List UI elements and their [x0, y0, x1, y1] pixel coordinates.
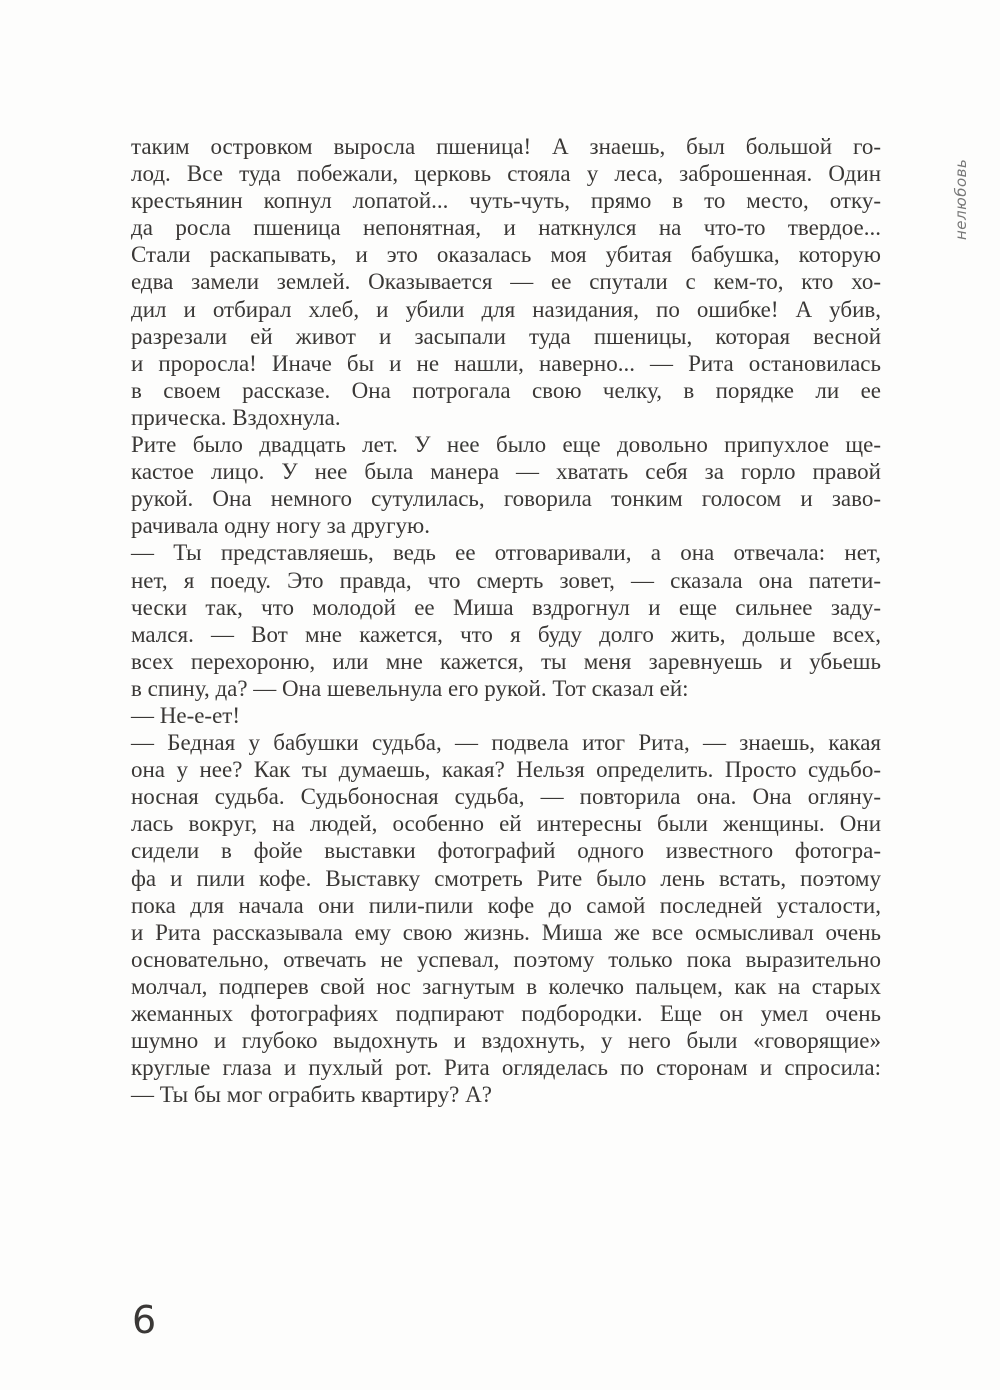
text-line: — Ты представляешь, ведь ее отговаривали, а она отвечала: нет, — [131, 540, 881, 566]
page-number: 6 — [132, 1298, 157, 1342]
text-line: в спину, да? — Она шевельнула его рукой. Тот сказал ей: — [131, 675, 689, 701]
text-line: дил и отбирал хлеб, и убили для назидания, по ошибке! А убив, — [131, 296, 881, 322]
text-line: да росла пшеница непонятная, и наткнулся на что-то твердое... — [131, 215, 881, 241]
text-line: сидели в фойе выставки фотографий одного известного фотогра- — [131, 838, 881, 864]
text-line: мался. — Вот мне кажется, что я буду долго жить, дольше всех, — [131, 621, 881, 647]
text-line: и проросла! Иначе бы и не нашли, наверно... — Рита остановилась — [131, 350, 881, 376]
text-line: — Ты бы мог ограбить квартиру? А? — [131, 1082, 492, 1108]
text-line: Рите было двадцать лет. У нее было еще довольно припухлое ще- — [131, 432, 881, 458]
text-line: кастое лицо. У нее была манера — хватать себя за горло правой — [131, 459, 881, 485]
text-line: лась вокруг, на людей, особенно ей интересны были женщины. Они — [131, 811, 881, 837]
text-line: лод. Все туда побежали, церковь стояла у леса, заброшенная. Один — [131, 161, 881, 187]
text-line: молчал, подперев свой нос загнутым в колечко пальцем, как на старых — [131, 973, 881, 999]
text-line: она у нее? Как ты думаешь, какая? Нельзя определить. Просто судьбо- — [131, 757, 881, 783]
text-line: прическа. Вздохнула. — [131, 404, 341, 430]
text-line: рачивала одну ногу за другую. — [131, 513, 430, 539]
text-line: носная судьба. Судьбоносная судьба, — повторила она. Она огляну- — [131, 784, 881, 810]
text-line: жеманных фотографиях подпирают подбородки. Еще он умел очень — [131, 1001, 881, 1026]
text-line: и Рита рассказывала ему свою жизнь. Миша же все осмысливал очень — [131, 919, 881, 945]
text-line: чески так, что молодой ее Миша вздрогнул и еще сильнее заду- — [131, 594, 881, 620]
text-line: основательно, отвечать не успевал, поэтому только пока выразительно — [131, 946, 881, 972]
text-line: всех перехороню, или мне кажется, ты меня заревнуешь и убьешь — [131, 648, 881, 674]
text-line: таким островком выросла пшеница! А знаешь, был большой го- — [131, 134, 881, 159]
text-line: фа и пили кофе. Выставку смотреть Рите было лень встать, поэтому — [131, 865, 881, 891]
text-line: крестьянин копнул лопатой... чуть-чуть, прямо в то место, отку- — [131, 188, 881, 214]
body-text — [131, 133, 881, 1108]
text-line: круглые глаза и пухлый рот. Рита огляделась по сторонам и спросила: — [131, 1055, 881, 1081]
text-line: пока для начала они пили-пили кофе до самой последней усталости, — [131, 892, 881, 918]
text-line: рукой. Она немного сутулилась, говорила тонким голосом и заво- — [131, 486, 881, 512]
text-line: — Не-е-ет! — [131, 702, 241, 728]
text-line: Стали раскапывать, и это оказалась моя убитая бабушка, которую — [131, 242, 881, 268]
running-head: нелюбовь — [952, 158, 970, 240]
text-line: едва замели землей. Оказывается — ее спутали с кем-то, кто хо- — [131, 269, 881, 295]
text-line: шумно и глубоко выдохнуть и вздохнуть, у него были «говорящие» — [131, 1028, 881, 1054]
text-line: нет, я поеду. Это правда, что смерть зовет, — сказала она патети- — [131, 567, 881, 593]
text-line: разрезали ей живот и засыпали туда пшеницы, которая весной — [131, 323, 881, 349]
text-line: в своем рассказе. Она потрогала свою челку, в порядке ли ее — [131, 377, 881, 403]
text-line: — Бедная у бабушки судьба, — подвела итог Рита, — знаешь, какая — [131, 730, 881, 756]
